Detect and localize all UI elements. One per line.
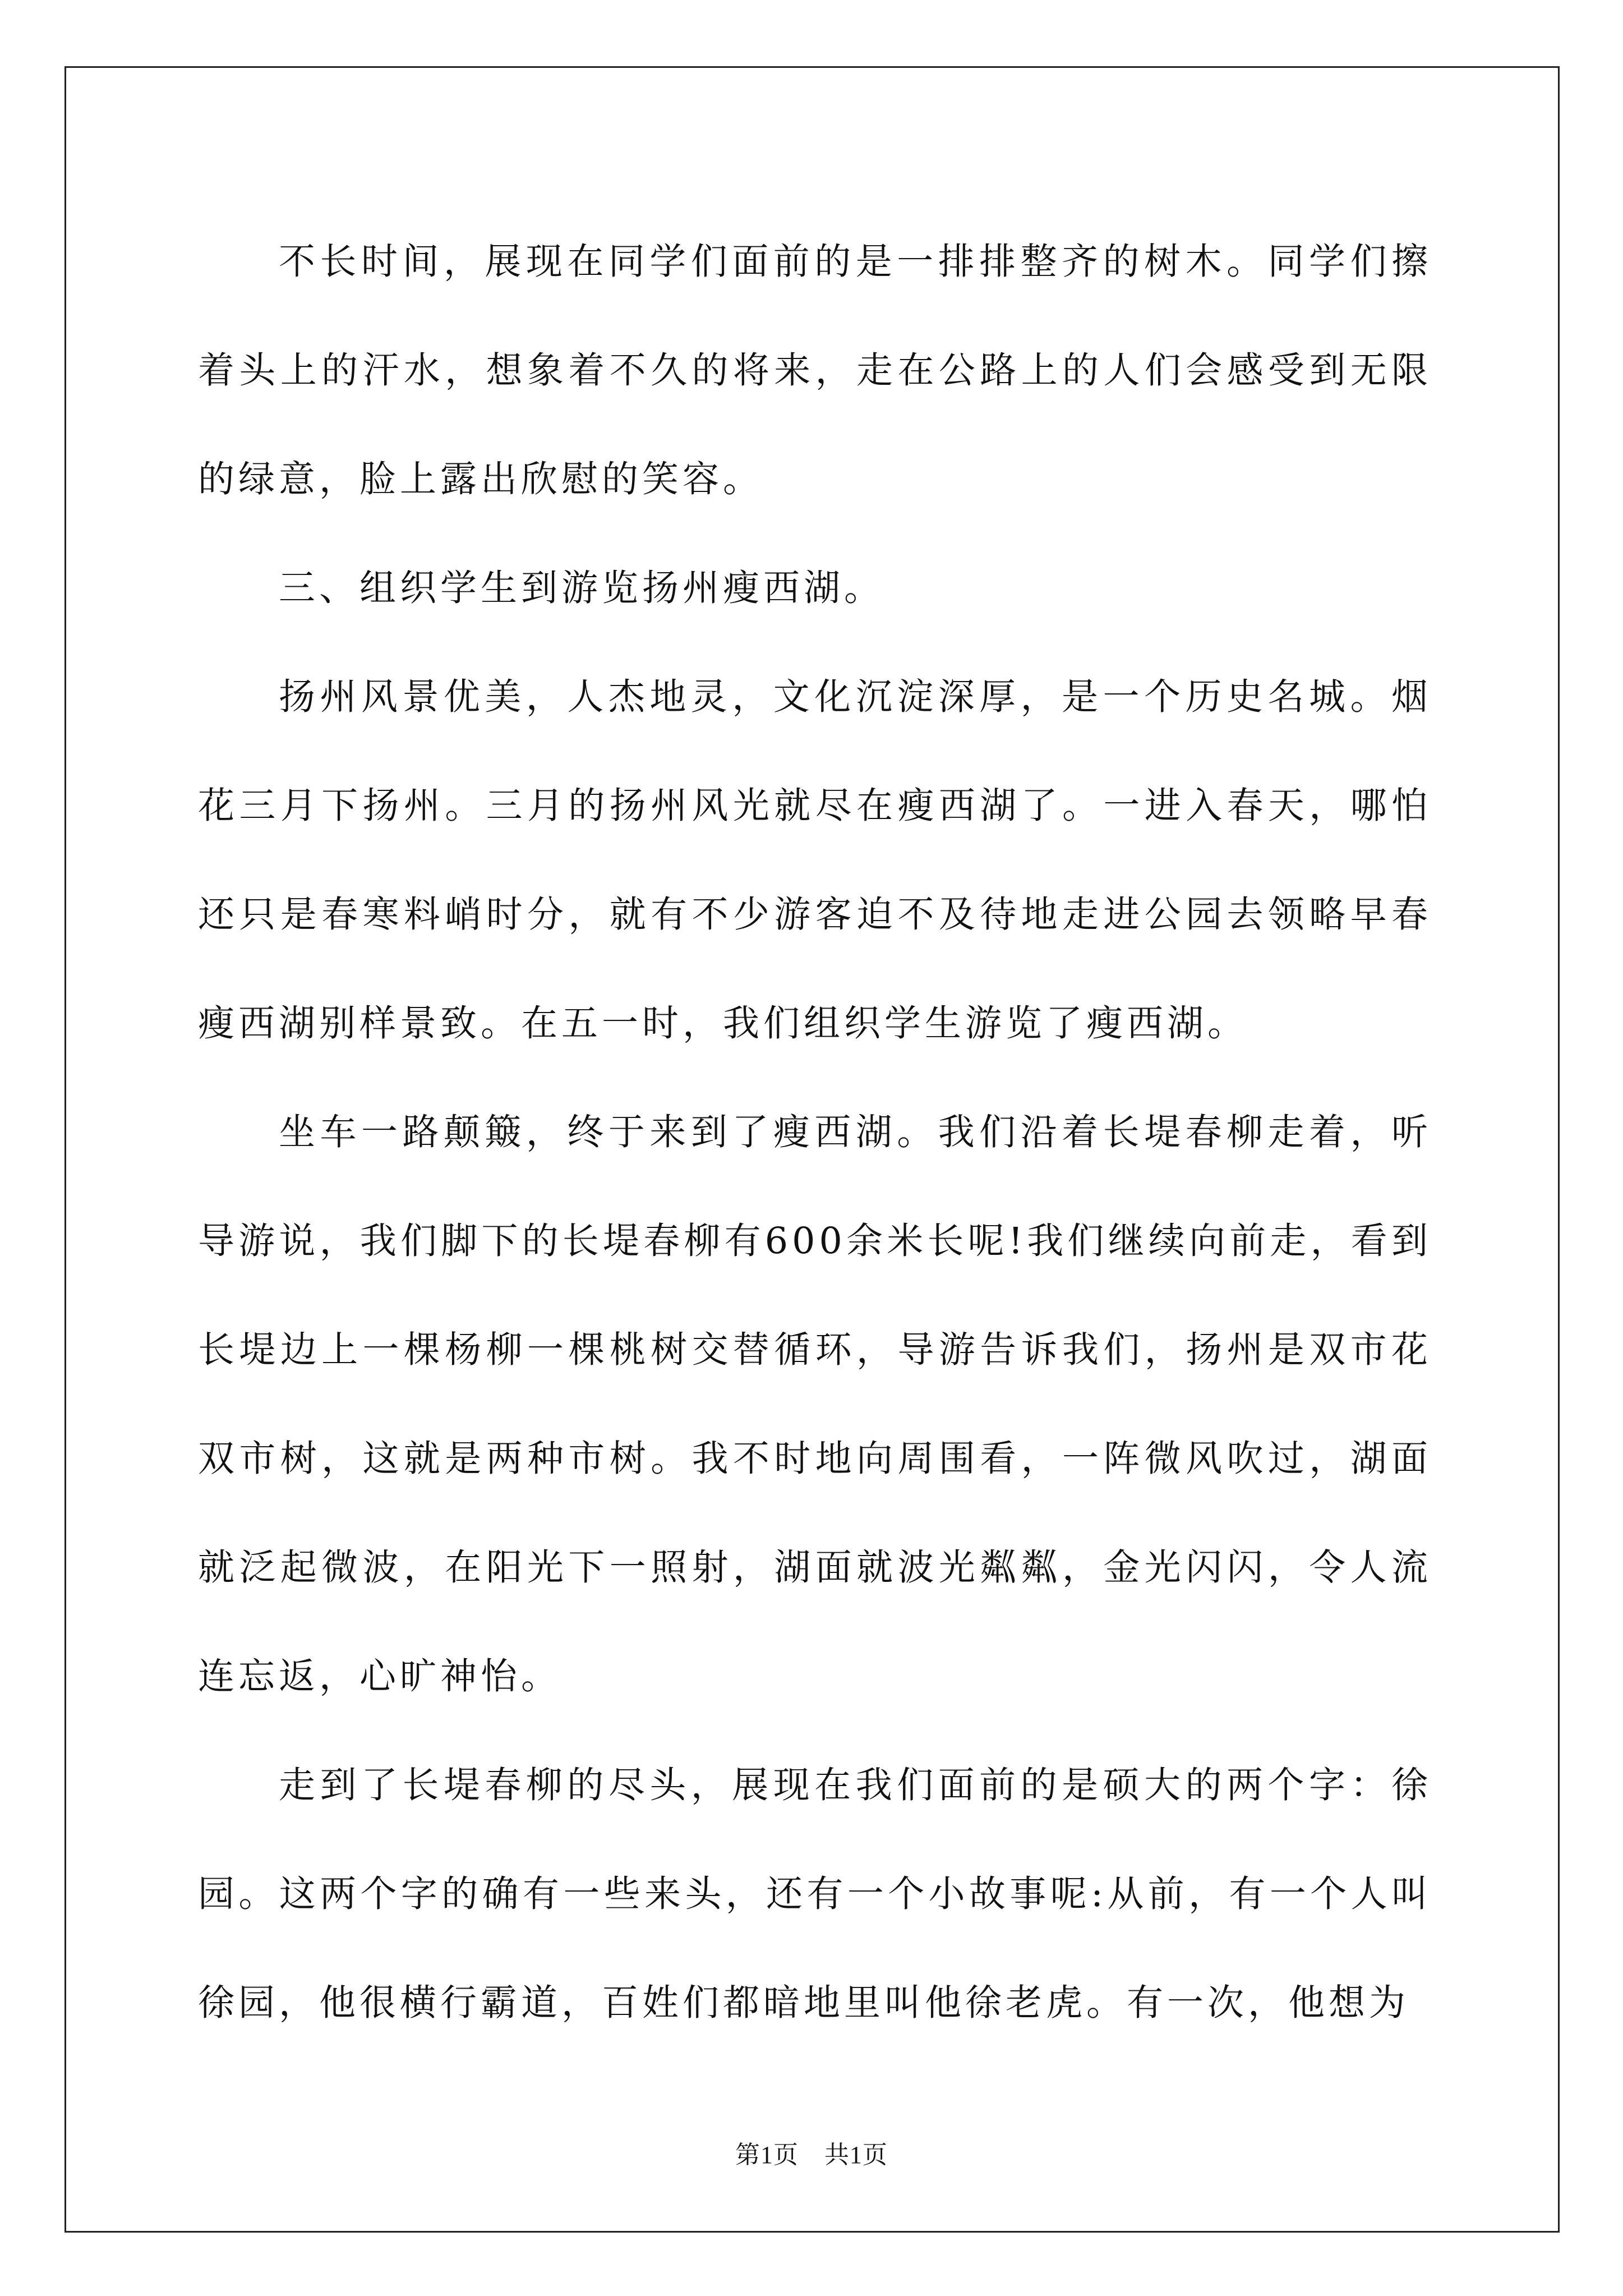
paragraph-4: 坐车一路颠簸，终于来到了瘦西湖。我们沿着长堤春柳走着，听导游说，我们脚下的长堤春柳有600余米长呢!我们继续向前走，看到长堤边上一棵杨柳一棵桃树交替循环，导游告诉我们，扬州是双市花双市树，这就是两种市树。我不时地向周围看，一阵微风吹过，湖面就泛起微波，在阳光下一照射，湖面就波光粼粼，金光闪闪，令人流连忘返，心旷神怡。 [198, 1111, 1432, 1697]
paragraph-1: 不长时间，展现在同学们面前的是一排排整齐的树木。同学们擦着头上的汗水，想象着不久的将来，走在公路上的人们会感受到无限的绿意，脸上露出欣慰的笑容。 [198, 241, 1432, 500]
paragraph-3: 扬州风景优美，人杰地灵，文化沉淀深厚，是一个历史名城。烟花三月下扬州。三月的扬州风光就尽在瘦西湖了。一进入春天，哪怕还只是春寒料峭时分，就有不少游客迫不及待地走进公园去领略早春瘦西湖别样景致。在五一时，我们组织学生游览了瘦西湖。 [198, 676, 1432, 1045]
page-footer [0, 2134, 1623, 2170]
paragraph-5: 走到了长堤春柳的尽头，展现在我们面前的是硕大的两个字：徐园。这两个字的确有一些来头，还有一个小故事呢:从前，有一个人叫徐园，他很横行霸道，百姓们都暗地里叫他徐老虎。有一次，他想为 [198, 1764, 1432, 2024]
page-total: 共1页 [824, 2141, 888, 2169]
paragraph-2-section-heading: 三、组织学生到游览扬州瘦西湖。 [279, 567, 885, 609]
page-number: 第1页 [735, 2141, 799, 2169]
document-body [198, 208, 1432, 2058]
